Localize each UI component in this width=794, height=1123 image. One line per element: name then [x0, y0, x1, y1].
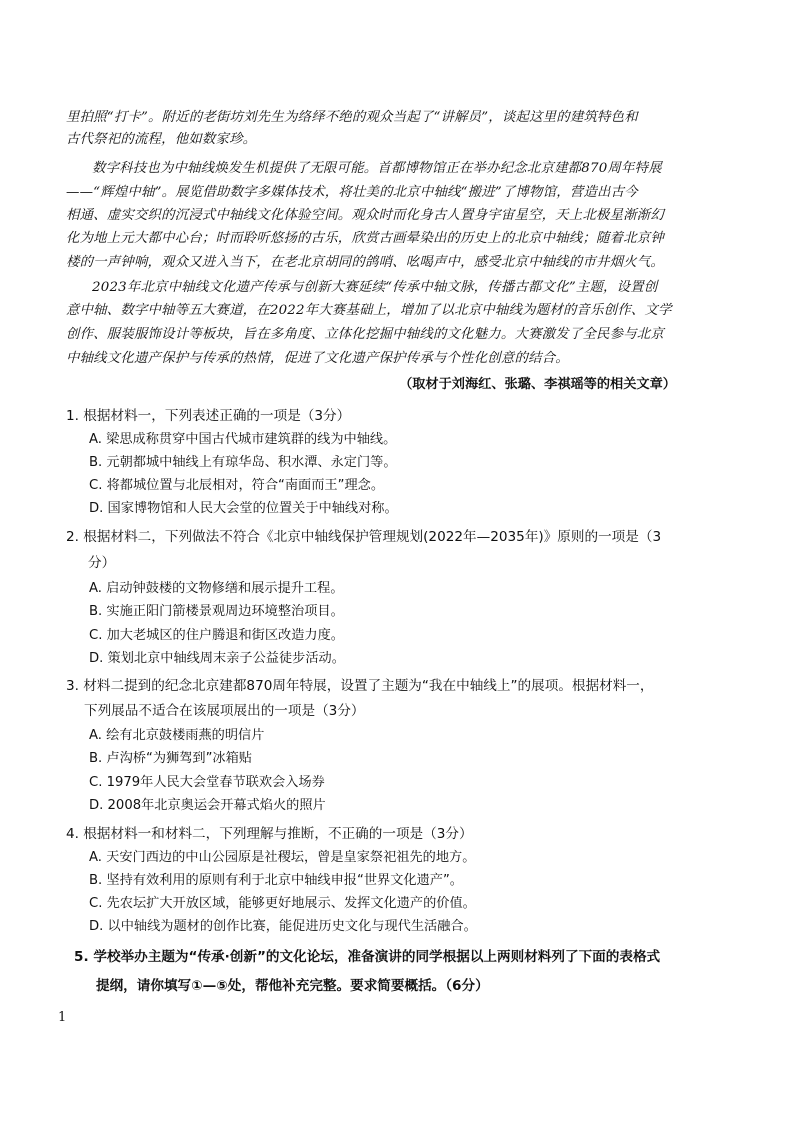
question-1-option-a: A. 梁思成称贯穿中国古代城市建筑群的线为中轴线。: [89, 432, 397, 447]
question-2-option-d: D. 策划北京中轴线周末亲子公益徒步活动。: [89, 651, 345, 666]
question-2-stem: 2. 根据材料二，下列做法不符合《北京中轴线保护管理规划(2022年—2035年)》原则的一项是（3: [66, 529, 662, 545]
material-line-10: 创作、服装服饰设计等板块，旨在多角度、立体化挖掘中轴线的文化魅力。大赛激发了全民参与北京: [66, 327, 664, 342]
question-3-option-b: B. 卢沟桥“为狮驾到”冰箱贴: [89, 751, 252, 766]
question-3-stem: 3. 材料二提到的纪念北京建都870周年特展，设置了主题为“我在中轴线上”的展项。根据材料一，: [66, 678, 654, 694]
material-line-11: 中轴线文化遗产保护与传承的热情，促进了文化遗产保护传承与个性化创意的结合。: [66, 351, 569, 366]
question-3-stem-cont: 下列展品不适合在该展项展出的一项是（3分）: [84, 703, 365, 719]
question-3-option-a: A. 绘有北京鼓楼雨燕的明信片: [89, 728, 265, 743]
material-line-2: 古代祭祀的流程，他如数家珍。: [66, 132, 257, 147]
material-line-6: 化为地上元大都中心台；时而聆听悠扬的古乐，欣赏古画晕染出的历史上的北京中轴线；随着北京钟: [66, 231, 664, 246]
question-1-stem: 1. 根据材料一，下列表述正确的一项是（3分）: [66, 408, 351, 424]
question-2-stem-cont: 分）: [88, 555, 116, 571]
material-line-4: ——“辉煌中轴”。展览借助数字多媒体技术，将壮美的北京中轴线“搬进”了博物馆，营造出古今: [66, 185, 638, 200]
question-5-stem: 5. 学校举办主题为“传承·创新”的文化论坛，准备演讲的同学根据以上两则材料列了下面的表格式: [74, 949, 661, 965]
material-line-8: 2023年北京中轴线文化遗产传承与创新大赛延续“传承中轴文脉，传播古都文化”主题，设置创: [92, 280, 658, 295]
question-4-option-d: D. 以中轴线为题材的创作比赛，能促进历史文化与现代生活融合。: [89, 919, 477, 934]
question-1-option-c: C. 将都城位置与北辰相对，符合“南面而王”理念。: [89, 478, 385, 493]
material-line-1: 里拍照“打卡”。附近的老街坊刘先生为络绎不绝的观众当起了“讲解员”，谈起这里的建筑特色和: [66, 110, 638, 125]
question-3-option-d: D. 2008年北京奥运会开幕式焰火的照片: [89, 798, 326, 813]
question-2-option-b: B. 实施正阳门箭楼景观周边环境整治项目。: [89, 604, 344, 619]
question-2-option-c: C. 加大老城区的住户腾退和街区改造力度。: [89, 628, 344, 643]
material-line-5: 相通、虚实交织的沉浸式中轴线文化体验空间。观众时而化身古人置身宇宙星空，天上北极星渐渐幻: [66, 208, 664, 223]
question-4-option-b: B. 坚持有效利用的原则有利于北京中轴线申报“世界文化遗产”。: [89, 873, 463, 888]
question-3-option-c: C. 1979年人民大会堂春节联欢会入场券: [89, 775, 325, 790]
question-4-option-c: C. 先农坛扩大开放区域，能够更好地展示、发挥文化遗产的价值。: [89, 896, 476, 911]
material-source: （取材于刘海红、张璐、李祺瑶等的相关文章）: [399, 377, 676, 392]
margin-mark: 1: [58, 1010, 67, 1025]
material-line-7: 楼的一声钟响，观众又进入当下，在老北京胡同的鸽哨、吆喝声中，感受北京中轴线的市井烟火气。: [66, 255, 664, 270]
question-2-option-a: A. 启动钟鼓楼的文物修缮和展示提升工程。: [89, 581, 344, 596]
question-4-stem: 4. 根据材料一和材料二，下列理解与推断，不正确的一项是（3分）: [66, 826, 473, 842]
material-line-3: 数字科技也为中轴线焕发生机提供了无限可能。首都博物馆正在举办纪念北京建都870周年特展: [92, 161, 662, 176]
question-4-option-a: A. 天安门西边的中山公园原是社稷坛，曾是皇家祭祀祖先的地方。: [89, 850, 476, 865]
material-line-9: 意中轴、数字中轴等五大赛道，在2022年大赛基础上，增加了以北京中轴线为题材的音乐创作、文学: [66, 303, 672, 318]
question-5-stem-cont: 提纲，请你填写①—⑤处，帮他补充完整。要求简要概括。（6分）: [96, 978, 489, 994]
question-1-option-d: D. 国家博物馆和人民大会堂的位置关于中轴线对称。: [89, 501, 398, 516]
question-1-option-b: B. 元朝都城中轴线上有琼华岛、积水潭、永定门等。: [89, 455, 397, 470]
